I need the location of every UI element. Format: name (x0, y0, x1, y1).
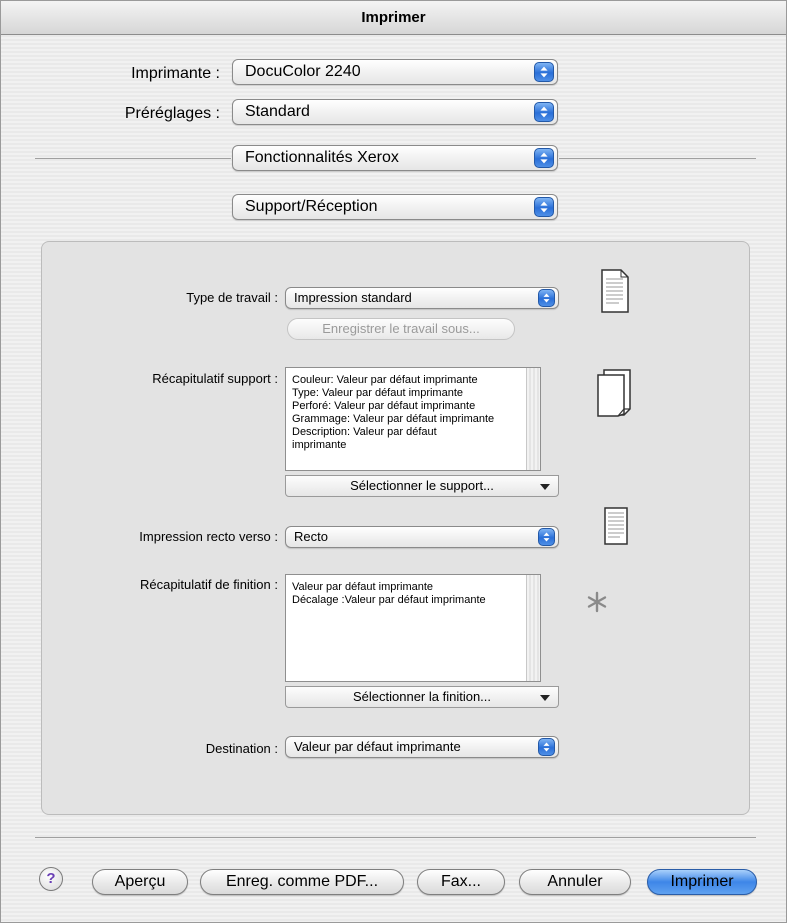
chevron-down-icon (540, 695, 550, 701)
updown-arrows-icon (534, 102, 554, 122)
section-popup[interactable] (232, 145, 558, 171)
section-value: Fonctionnalités Xerox (245, 149, 399, 166)
document-page-icon (601, 269, 629, 313)
list-item: Décalage :Valeur par défaut imprimante (292, 594, 486, 606)
print-button[interactable]: Imprimer (647, 869, 757, 895)
presets-label: Préréglages : (124, 105, 220, 122)
printer-value: DocuColor 2240 (245, 63, 361, 80)
list-item: Couleur: Valeur par défaut imprimante (292, 374, 478, 386)
select-finishing-button[interactable] (285, 686, 559, 708)
updown-arrows-icon (534, 62, 554, 82)
separator-left (35, 158, 231, 159)
job-type-popup[interactable] (285, 287, 559, 309)
updown-arrows-icon (538, 738, 555, 756)
printer-label: Imprimante : (131, 65, 220, 82)
fax-button[interactable]: Fax... (417, 869, 505, 895)
bottom-separator (35, 837, 756, 838)
scrollbar[interactable] (526, 368, 540, 470)
updown-arrows-icon (538, 528, 555, 546)
updown-arrows-icon (534, 148, 554, 168)
presets-value: Standard (245, 103, 310, 120)
duplex-label: Impression recto verso : (139, 529, 278, 544)
finishing-summary-label: Récapitulatif de finition : (139, 577, 278, 592)
updown-arrows-icon (534, 197, 554, 217)
cancel-button[interactable]: Annuler (519, 869, 631, 895)
scrollbar[interactable] (526, 575, 540, 681)
preview-button[interactable]: Aperçu (92, 869, 188, 895)
presets-popup[interactable] (232, 99, 558, 125)
select-media-button[interactable] (285, 475, 559, 497)
list-item: Type: Valeur par défaut imprimante (292, 387, 463, 399)
list-item: Valeur par défaut imprimante (292, 581, 434, 593)
printer-popup[interactable] (232, 59, 558, 85)
duplex-value: Recto (294, 529, 328, 544)
job-type-label: Type de travail : (186, 290, 278, 305)
subsection-popup[interactable] (232, 194, 558, 220)
media-summary-list[interactable] (285, 367, 541, 471)
single-sided-page-icon (604, 507, 628, 545)
select-media-label: Sélectionner le support... (350, 478, 494, 493)
destination-popup[interactable] (285, 736, 559, 758)
asterisk-icon (586, 591, 608, 613)
updown-arrows-icon (538, 289, 555, 307)
paper-stack-icon (597, 369, 631, 417)
window-title: Imprimer (1, 1, 786, 35)
finishing-summary-list[interactable] (285, 574, 541, 682)
save-job-as-button[interactable]: Enregistrer le travail sous... (287, 318, 515, 340)
job-type-value: Impression standard (294, 290, 412, 305)
media-summary-label: Récapitulatif support : (152, 371, 278, 386)
destination-label: Destination : (205, 741, 278, 756)
list-item: Perforé: Valeur par défaut imprimante (292, 400, 476, 412)
subsection-value: Support/Réception (245, 198, 378, 215)
duplex-popup[interactable] (285, 526, 559, 548)
chevron-down-icon (540, 484, 550, 490)
list-item: Description: Valeur par défaut imprimante (292, 426, 437, 451)
save-as-pdf-button[interactable]: Enreg. comme PDF... (200, 869, 404, 895)
select-finishing-label: Sélectionner la finition... (352, 689, 492, 704)
separator-right (559, 158, 756, 159)
destination-value: Valeur par défaut imprimante (294, 739, 461, 754)
help-button[interactable]: ? (39, 867, 63, 891)
list-item: Grammage: Valeur par défaut imprimante (292, 413, 495, 425)
